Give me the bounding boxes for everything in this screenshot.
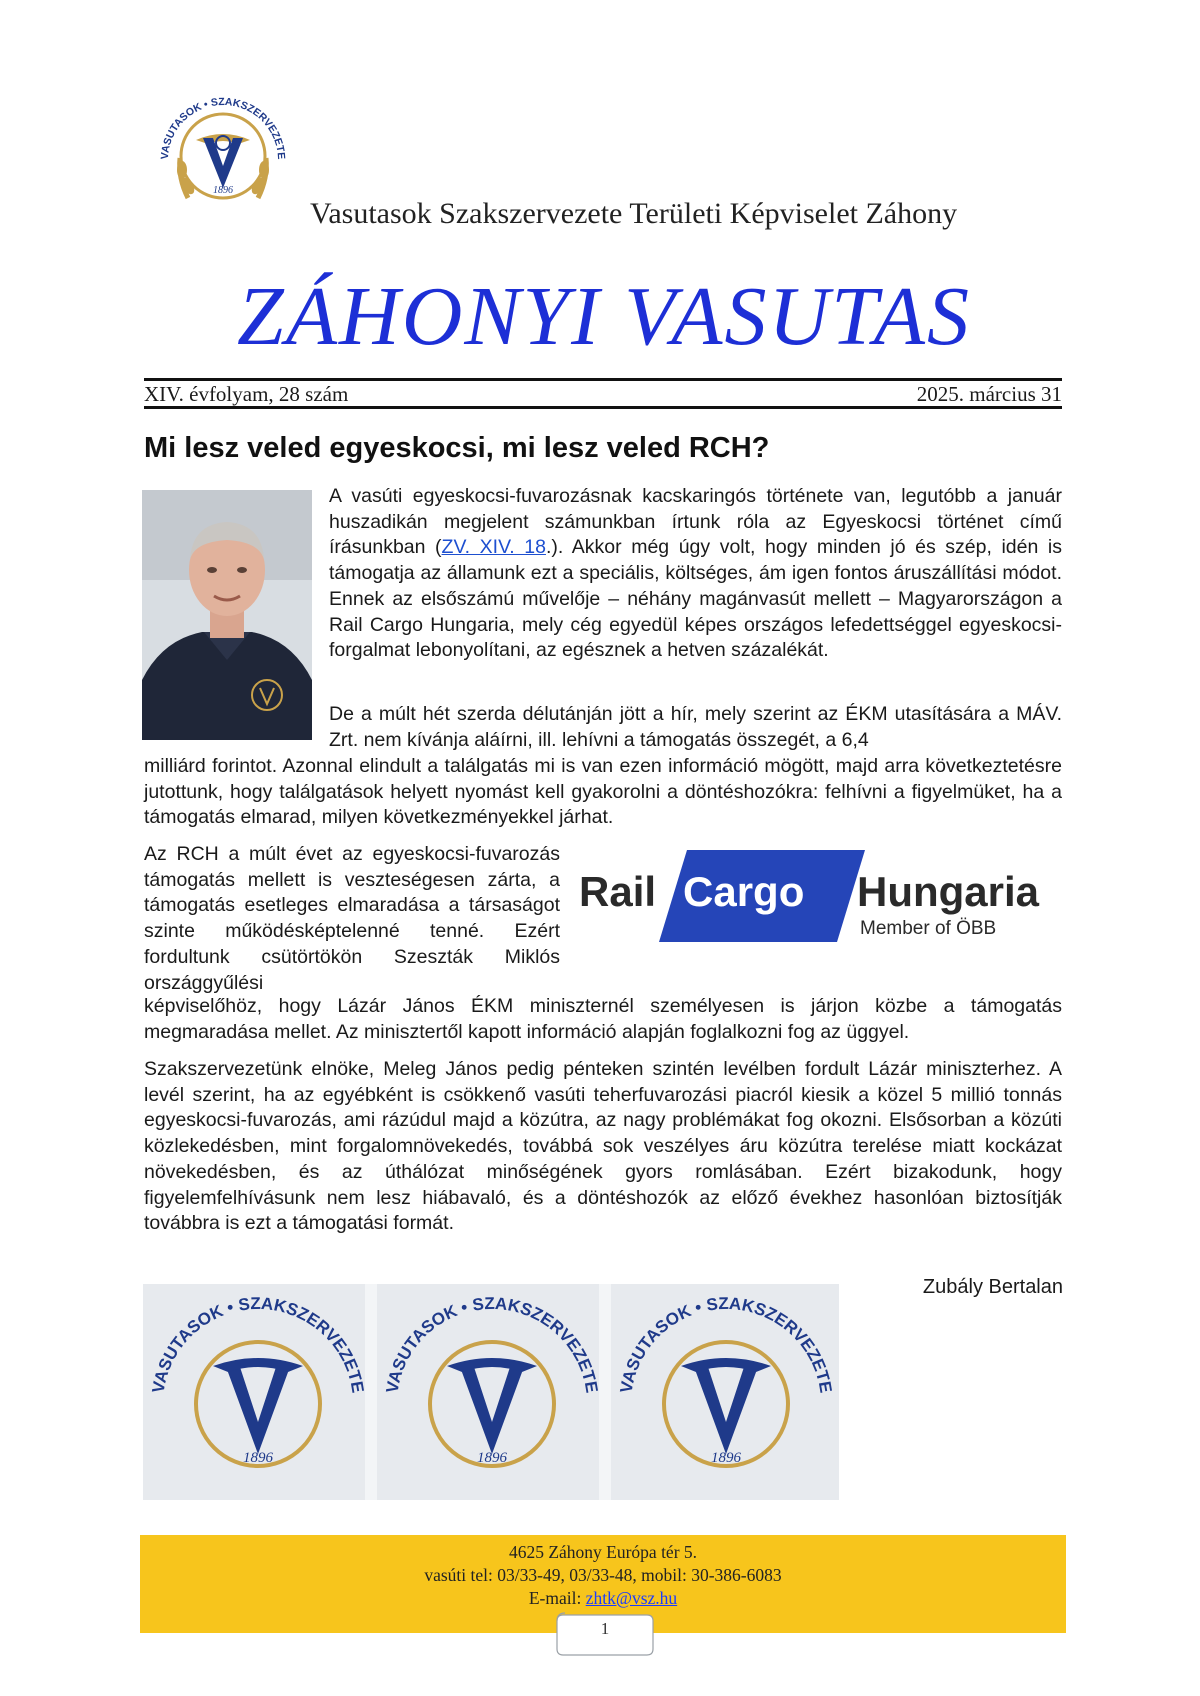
svg-text:Cargo: Cargo <box>683 868 805 915</box>
paragraph-2-start: De a múlt hét szerda délutánján jött a hír, mely szerint az ÉKM utasítására a MÁV. Zrt. nem kívánja aláírni, ill. lehívni a támogatás összegét, a 6,4 <box>329 703 1062 751</box>
footer-email-line: E-mail: zhtk@vsz.hu <box>528 1588 678 1608</box>
paragraph-3-start: Az RCH a múlt évet az egyeskocsi-fuvarozás támogatás mellett is veszteségesen zárta, a támogatás esetleges elmaradása a társaságot szinte működésképtelenné tenné. Ezért fordultunk csütörtökön Szeszták Miklós országgyűlési <box>144 843 560 994</box>
footer-phones: vasúti tel: 03/33-49, 03/33-48, mobil: 30-386-6083 <box>424 1565 782 1585</box>
svg-text:1896: 1896 <box>213 185 233 196</box>
svg-text:VASUTASOK • SZAKSZERVEZETE: VASUTASOK • SZAKSZERVEZETE <box>148 1293 368 1395</box>
footer-address: 4625 Záhony Európa tér 5. <box>508 1542 698 1562</box>
email-link[interactable]: zhtk@vsz.hu <box>585 1588 678 1608</box>
masthead-title: ZÁHONYI VASUTAS <box>237 270 971 363</box>
rail-cargo-hungaria-logo <box>575 850 1065 942</box>
svg-text:VASUTASOK • SZAKSZERVEZETE: VASUTASOK • SZAKSZERVEZETE <box>616 1293 836 1395</box>
svg-text:VASUTASOK • SZAKSZERVEZETE: VASUTASOK • SZAKSZERVEZETE <box>382 1293 602 1395</box>
svg-text:1896: 1896 <box>711 1450 741 1466</box>
svg-text:1896: 1896 <box>477 1450 507 1466</box>
page-number: 1 <box>600 1619 610 1638</box>
bottom-rule <box>144 406 1062 409</box>
paragraph-2-end: milliárd forintot. Azonnal elindult a találgatás mi is van ezen információ mögött, majd arra következtetésre jutottunk, hogy találgatások helyett nyomást kell gyakorolni a döntéshozókra: felhívni a figyelmüket, ha a támogatás elmarad, milyen következményekkel járhat. <box>144 755 1062 829</box>
paragraph-4: Szakszervezetünk elnöke, Meleg János pedig pénteken szintén levélben fordult Lázár miniszterhez. A levél szerint, ha az egyébként is csökkenő vasúti teherfuvarozási piacról kiesik a közel 5 millió tonnás egyeskocsi-fuvarozás, ami rázúdul majd a közútra, az nagy problémákat fog okozni. Elsősorban a közúti közlekedésben, mint forgalomnövekedés, továbbá sok veszélyes áru közútra terelése miatt kockázat növekedésben, és az úthálózat minőségének gyors romlásában. Ezért bizakodunk, hogy figyelemfelhívásunk nem lesz hiábavaló, és a döntéshozók az előző évekhez hasonlóan biztosítják továbbra is ezt a támogatási formát. <box>144 1058 1062 1235</box>
svg-text:Member of ÖBB: Member of ÖBB <box>860 918 997 939</box>
svg-text:VASUTASOK • SZAKSZERVEZETE: VASUTASOK • SZAKSZERVEZETE <box>158 95 288 160</box>
svg-text:Rail: Rail <box>579 868 657 915</box>
issue-info: XIV. évfolyam, 28 szám <box>144 382 349 406</box>
paragraph-3-end: képviselőhöz, hogy Lázár János ÉKM miniszternél személyesen is járjon közbe a támogatás megmaradása mellet. Az minisztertől kapott információ alapján foglalkozni fog az üggyel. <box>144 995 1062 1043</box>
top-rule <box>144 378 1062 381</box>
article-headline: Mi lesz veled egyeskocsi, mi lesz veled RCH? <box>144 432 770 464</box>
svg-text:Hungaria: Hungaria <box>857 868 1040 915</box>
issue-date: 2025. március 31 <box>916 382 1062 406</box>
article-link[interactable]: ZV. XIV. 18 <box>441 536 546 559</box>
svg-text:1896: 1896 <box>243 1450 273 1466</box>
author-signature: Zubály Bertalan <box>922 1276 1063 1298</box>
union-flag-banner <box>143 1284 839 1500</box>
organization-name: Vasutasok Szakszervezete Területi Képviselet Záhony <box>310 197 958 230</box>
union-logo <box>148 78 298 228</box>
author-photo <box>142 490 312 740</box>
paragraph-1: A vasúti egyeskocsi-fuvarozásnak kacskaringós története van, legutóbb a január huszadikán megjelent számunkban írtunk róla az Egyeskocsi történet című írásunkban (ZV. XIV. 18.). Akkor még úgy volt, hogy minden jó és szép, idén is támogatja az államunk ezt a speciális, költséges, ám igen fontos áruszállítási módot. Ennek az elsőszámú művelője – néhány magánvasút mellett – Magyarországon a Rail Cargo Hungaria, mely cég egyedül képes országos lefedettséggel egyeskocsi-forgalmat lebonyolítani, az egésznek a hetven százalékát. <box>329 485 1062 662</box>
